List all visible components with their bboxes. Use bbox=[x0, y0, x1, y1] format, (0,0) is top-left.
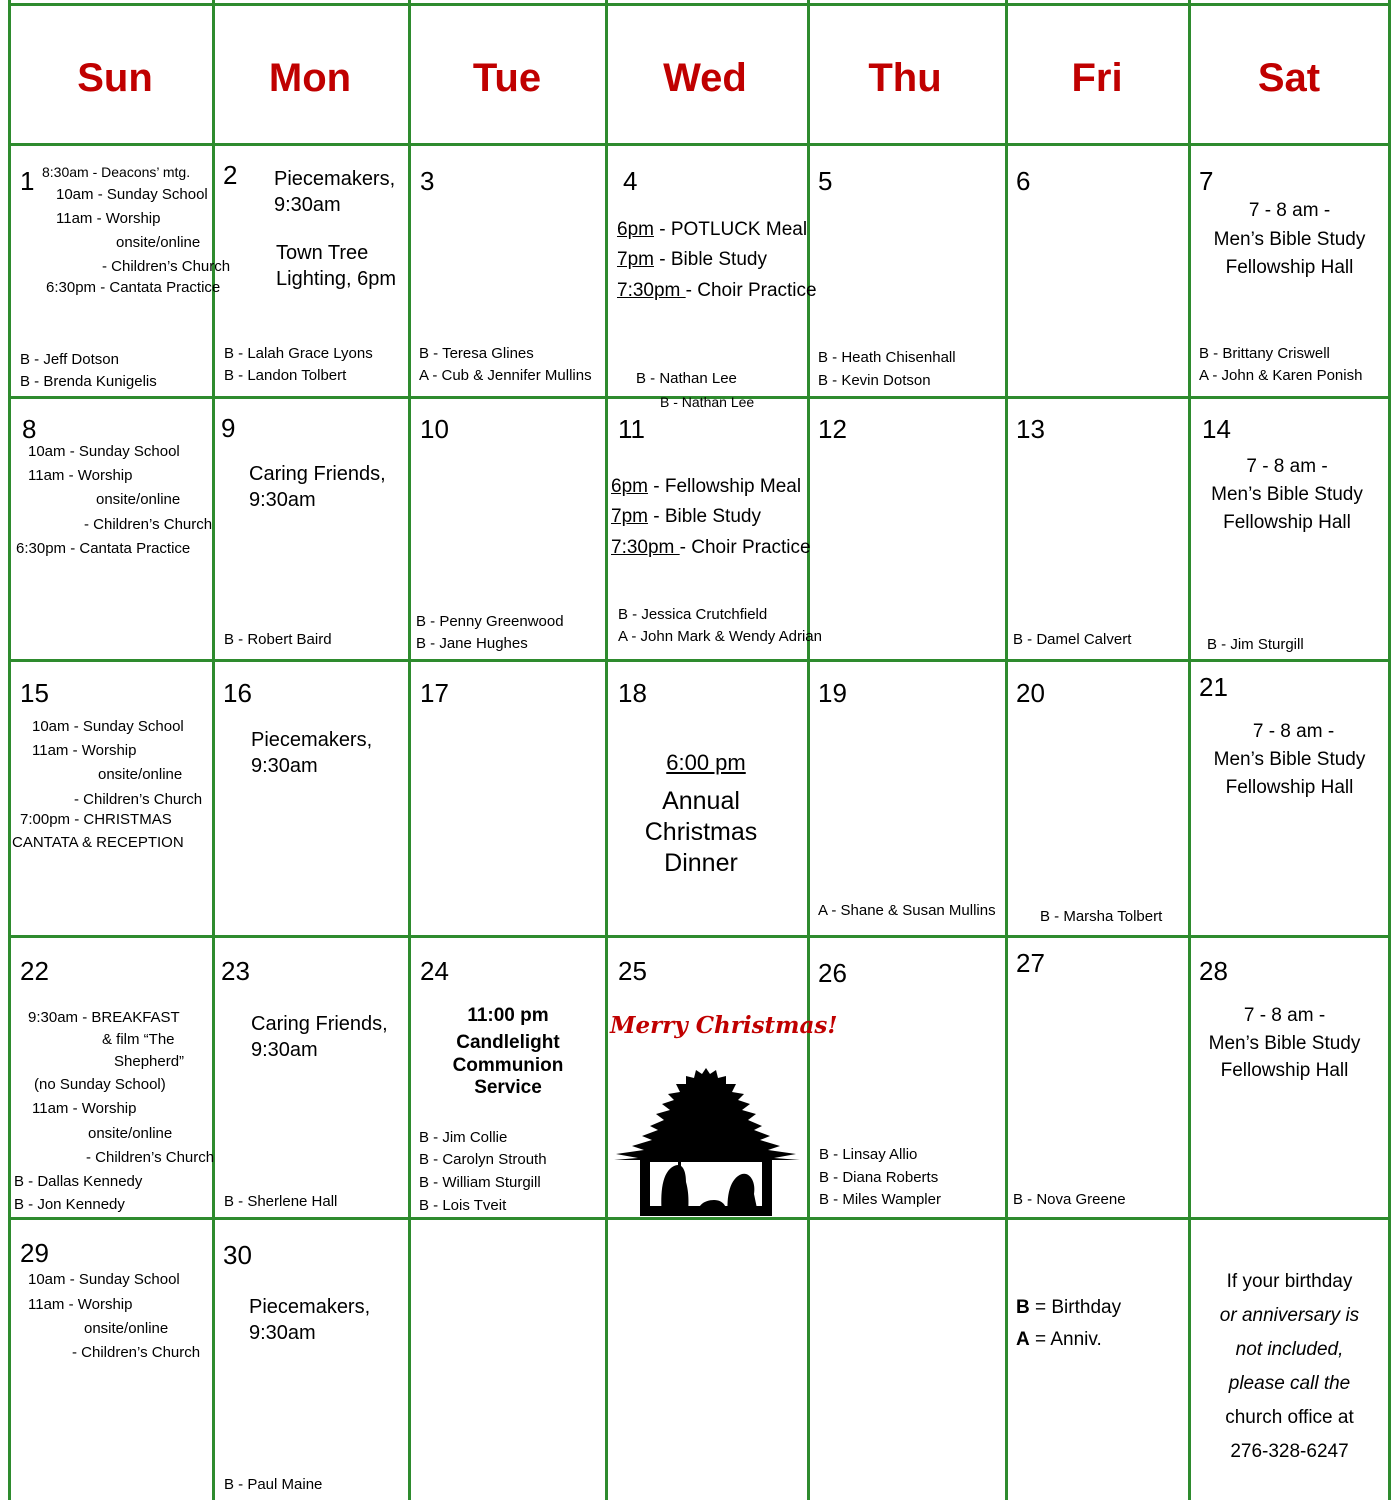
day-number: 5 bbox=[818, 166, 833, 196]
event-text: Service bbox=[474, 1077, 542, 1098]
day-number: 7 bbox=[1199, 166, 1214, 196]
birthday-entry: B - Jim Sturgill bbox=[1207, 636, 1304, 653]
event-text: Fellowship Hall bbox=[1225, 777, 1354, 798]
day-number: 10 bbox=[420, 414, 449, 444]
anniversary-entry: A - John Mark & Wendy Adrian bbox=[618, 628, 822, 645]
day-number: 6 bbox=[1016, 166, 1031, 196]
event-text: Communion bbox=[452, 1055, 564, 1076]
event-time: 7:30pm bbox=[617, 280, 686, 301]
event-text: 9:30am - BREAKFAST bbox=[28, 1009, 180, 1026]
day-header-thu: Thu bbox=[868, 56, 942, 100]
grid-line bbox=[1005, 0, 1008, 1500]
event-text: 10am - Sunday School bbox=[28, 1271, 180, 1288]
note-line: 276-328-6247 bbox=[1230, 1441, 1349, 1462]
event-text: 10am - Sunday School bbox=[28, 443, 180, 460]
event-text: 11am - Worship bbox=[56, 210, 161, 227]
merry-christmas-text: Merry Christmas! bbox=[610, 1012, 838, 1039]
day-number: 23 bbox=[221, 956, 250, 986]
event-text: onsite/online bbox=[88, 1125, 173, 1142]
event-text: - Children’s Church bbox=[102, 258, 231, 275]
event-text: 11am - Worship bbox=[28, 1296, 133, 1313]
birthday-entry: B - William Sturgill bbox=[419, 1174, 541, 1191]
event-text: Piecemakers, bbox=[274, 168, 396, 190]
note-line: please call the bbox=[1228, 1373, 1351, 1394]
birthday-entry: B - Carolyn Strouth bbox=[419, 1151, 547, 1168]
day-number: 18 bbox=[618, 678, 647, 708]
birthday-entry: B - Nathan Lee bbox=[660, 394, 755, 410]
event-text: Fellowship Hall bbox=[1223, 512, 1351, 533]
day-number: 9 bbox=[221, 413, 236, 443]
event-text: Men’s Bible Study bbox=[1208, 1033, 1361, 1054]
event-title: - Bible Study bbox=[647, 506, 761, 527]
event-text bbox=[617, 215, 807, 245]
anniversary-entry: A - John & Karen Ponish bbox=[1199, 367, 1363, 384]
event-text: Men’s Bible Study bbox=[1213, 749, 1366, 770]
event-text: Fellowship Hall bbox=[1225, 257, 1354, 278]
day-header-mon: Mon bbox=[268, 56, 352, 100]
event-text: Town Tree bbox=[276, 242, 369, 264]
birthday-entry: B - Linsay Allio bbox=[819, 1146, 918, 1163]
day-number: 20 bbox=[1016, 678, 1045, 708]
day-number: 2 bbox=[223, 160, 238, 190]
day-header-tue: Tue bbox=[472, 56, 542, 100]
event-title: - Choir Practice bbox=[685, 280, 817, 301]
event-text: 6:30pm - Cantata Practice bbox=[46, 279, 221, 296]
birthday-entry: B - Jane Hughes bbox=[416, 635, 528, 652]
day-number: 12 bbox=[818, 414, 847, 444]
event-time: 6pm bbox=[611, 476, 648, 497]
note-line: If your birthday bbox=[1226, 1271, 1353, 1292]
event-text: Caring Friends, bbox=[251, 1013, 388, 1035]
event-text: 9:30am bbox=[249, 489, 316, 511]
event-text: onsite/online bbox=[98, 766, 183, 783]
grid-line bbox=[212, 0, 215, 1500]
day-number: 8 bbox=[22, 414, 37, 444]
day-header-fri: Fri bbox=[1071, 56, 1123, 100]
event-title: - Fellowship Meal bbox=[647, 476, 802, 497]
event-text: & film “The bbox=[102, 1031, 175, 1048]
event-time: 6:00 pm bbox=[666, 750, 746, 775]
day-number: 30 bbox=[223, 1240, 252, 1270]
day-number: 22 bbox=[20, 956, 49, 986]
event-text: 11am - Worship bbox=[32, 1100, 137, 1117]
event-text: Candlelight bbox=[456, 1032, 560, 1053]
legend-key: A bbox=[1016, 1329, 1030, 1350]
event-text bbox=[617, 245, 767, 275]
birthday-entry: B - Robert Baird bbox=[224, 631, 332, 648]
day-number: 4 bbox=[623, 166, 638, 196]
event-text bbox=[611, 472, 801, 502]
birthday-entry: B - Jon Kennedy bbox=[14, 1196, 125, 1213]
event-text: 9:30am bbox=[251, 1039, 318, 1061]
birthday-entry: B - Damel Calvert bbox=[1013, 631, 1132, 648]
event-text: 9:30am bbox=[249, 1322, 316, 1344]
event-text: - Children’s Church bbox=[74, 791, 203, 808]
event-text: Annual bbox=[662, 787, 740, 815]
day-number: 16 bbox=[223, 678, 252, 708]
event-text: - Children’s Church bbox=[86, 1149, 215, 1166]
event-text: - Children’s Church bbox=[72, 1344, 201, 1361]
birthday-entry: B - Kevin Dotson bbox=[818, 372, 931, 389]
legend-birthday bbox=[1016, 1294, 1121, 1322]
event-text: 7 - 8 am - bbox=[1246, 456, 1328, 477]
day-number: 29 bbox=[20, 1238, 49, 1268]
event-text: - Children’s Church bbox=[84, 516, 213, 533]
legend-key: B bbox=[1016, 1297, 1030, 1318]
event-text: 7 - 8 am - bbox=[1252, 721, 1335, 742]
event-text: Shepherd” bbox=[114, 1053, 185, 1070]
birthday-entry: B - Paul Maine bbox=[224, 1476, 323, 1493]
event-title: - POTLUCK Meal bbox=[653, 219, 808, 240]
birthday-entry: B - Jeff Dotson bbox=[20, 351, 119, 368]
birthday-entry: B - Brenda Kunigelis bbox=[20, 373, 157, 390]
note-line: church office at bbox=[1225, 1407, 1354, 1428]
birthday-entry: B - Brittany Criswell bbox=[1199, 345, 1330, 362]
event-text: Piecemakers, bbox=[251, 729, 373, 751]
event-text: Dinner bbox=[664, 849, 738, 877]
event-text: Men’s Bible Study bbox=[1213, 229, 1366, 250]
event-text: Christmas bbox=[644, 818, 758, 846]
note-line: or anniversary is bbox=[1219, 1305, 1360, 1326]
birthday-entry: B - Sherlene Hall bbox=[224, 1193, 338, 1210]
event-text: 10am - Sunday School bbox=[56, 186, 208, 203]
birthday-entry: B - Lois Tveit bbox=[419, 1197, 507, 1214]
birthday-entry: B - Nova Greene bbox=[1013, 1191, 1126, 1208]
day-number: 15 bbox=[20, 678, 49, 708]
day-number: 25 bbox=[618, 956, 647, 986]
birthday-entry: B - Miles Wampler bbox=[819, 1191, 941, 1208]
grid-line bbox=[8, 935, 1391, 938]
birthday-entry: B - Teresa Glines bbox=[419, 345, 534, 362]
event-text: (no Sunday School) bbox=[34, 1076, 166, 1093]
event-text: 6:30pm - Cantata Practice bbox=[16, 540, 191, 557]
event-text: Lighting, 6pm bbox=[276, 268, 397, 290]
grid-line bbox=[807, 0, 810, 1500]
day-number: 14 bbox=[1202, 414, 1231, 444]
grid-line bbox=[8, 143, 1391, 146]
birthday-entry: B - Penny Greenwood bbox=[416, 613, 564, 630]
grid-line bbox=[408, 0, 411, 1500]
anniversary-entry: A - Cub & Jennifer Mullins bbox=[419, 367, 592, 384]
event-time: 7pm bbox=[611, 506, 648, 527]
event-text: CANTATA & RECEPTION bbox=[12, 834, 184, 851]
day-header-wed: Wed bbox=[663, 56, 747, 100]
day-number: 27 bbox=[1016, 948, 1045, 978]
birthday-entry: B - Jessica Crutchfield bbox=[618, 606, 768, 623]
event-text: 7 - 8 am - bbox=[1248, 200, 1331, 221]
note-line: not included, bbox=[1235, 1339, 1344, 1360]
event-text: onsite/online bbox=[116, 234, 201, 251]
birthday-entry: B - Dallas Kennedy bbox=[14, 1173, 143, 1190]
event-text: Piecemakers, bbox=[249, 1296, 371, 1318]
day-number: 17 bbox=[420, 678, 449, 708]
legend-anniversary bbox=[1016, 1326, 1102, 1354]
day-number: 11 bbox=[618, 414, 645, 444]
anniversary-entry: A - Shane & Susan Mullins bbox=[818, 902, 996, 919]
event-time: 6pm bbox=[617, 219, 654, 240]
event-text: Men’s Bible Study bbox=[1211, 484, 1363, 505]
event-text bbox=[617, 276, 817, 306]
event-time: 7:30pm bbox=[611, 537, 680, 558]
event-text bbox=[611, 533, 811, 563]
nativity-scene-icon bbox=[610, 1066, 802, 1216]
event-title: - Bible Study bbox=[653, 249, 767, 270]
day-number: 24 bbox=[420, 956, 449, 986]
day-header-sun: Sun bbox=[77, 56, 153, 100]
legend-value: = Birthday bbox=[1029, 1297, 1122, 1318]
event-text: 8:30am - Deacons’ mtg. bbox=[42, 164, 191, 180]
event-text: 10am - Sunday School bbox=[32, 718, 184, 735]
day-number: 19 bbox=[818, 678, 847, 708]
day-number: 28 bbox=[1199, 956, 1228, 986]
birthday-entry: B - Nathan Lee bbox=[636, 370, 737, 387]
grid-line bbox=[8, 1217, 1391, 1220]
birthday-entry: B - Lalah Grace Lyons bbox=[224, 345, 373, 362]
event-text: 7 - 8 am - bbox=[1243, 1005, 1326, 1026]
event-text: Caring Friends, bbox=[249, 463, 386, 485]
day-number: 3 bbox=[420, 166, 435, 196]
day-number: 1 bbox=[20, 166, 35, 196]
day-number: 13 bbox=[1016, 414, 1045, 444]
event-time: 11:00 pm bbox=[467, 1005, 549, 1026]
event-text: onsite/online bbox=[96, 491, 181, 508]
event-text: 11am - Worship bbox=[32, 742, 137, 759]
grid-line bbox=[8, 0, 11, 1500]
event-text: 11am - Worship bbox=[28, 467, 133, 484]
birthday-entry: B - Diana Roberts bbox=[819, 1169, 939, 1186]
event-text: 9:30am bbox=[251, 755, 318, 777]
event-text bbox=[611, 502, 761, 532]
legend-value: = Anniv. bbox=[1029, 1329, 1102, 1350]
birthday-note bbox=[1191, 1265, 1388, 1469]
birthday-entry: B - Heath Chisenhall bbox=[818, 349, 956, 366]
grid-line bbox=[8, 3, 1391, 6]
day-number: 21 bbox=[1199, 672, 1228, 702]
day-number: 26 bbox=[818, 958, 847, 988]
event-time: 7pm bbox=[617, 249, 654, 270]
event-text: onsite/online bbox=[84, 1320, 169, 1337]
birthday-entry: B - Jim Collie bbox=[419, 1129, 508, 1146]
event-text: Fellowship Hall bbox=[1220, 1060, 1349, 1081]
birthday-entry: B - Marsha Tolbert bbox=[1040, 908, 1163, 925]
event-text: 7:00pm - CHRISTMAS bbox=[20, 811, 172, 828]
day-header-sat: Sat bbox=[1257, 56, 1321, 100]
grid-line bbox=[8, 659, 1391, 662]
event-text: 9:30am bbox=[274, 194, 341, 216]
birthday-entry: B - Landon Tolbert bbox=[224, 367, 347, 384]
event-title: - Choir Practice bbox=[679, 537, 811, 558]
